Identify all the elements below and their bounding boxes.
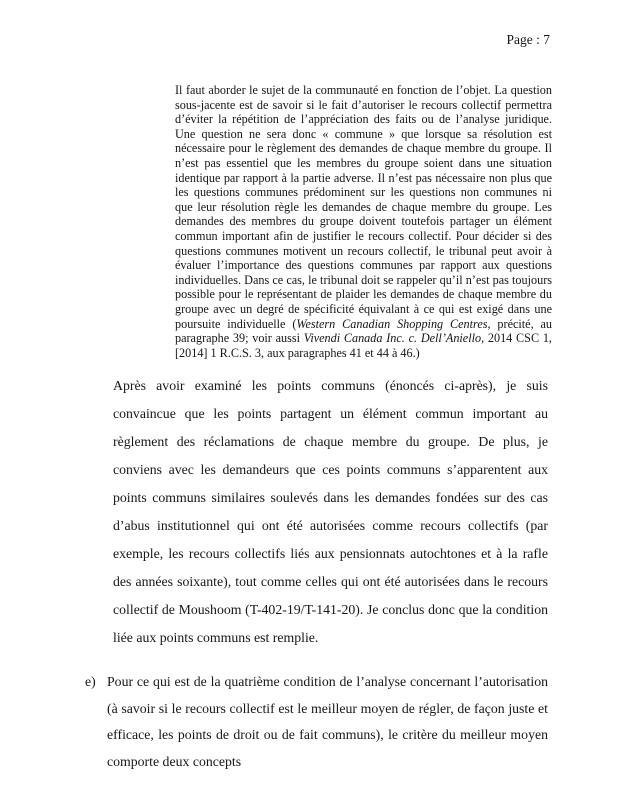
block-quote — [175, 83, 552, 360]
quote-text-part3: , 2014 CSC 1, [2014] 1 R.C.S. 3, aux paragraphes 41 et 44 à 46.) — [175, 331, 552, 360]
quote-text-part2: , précité, au paragraphe 39; voir aussi — [175, 316, 553, 346]
paragraph-commonality-conclusion: Après avoir examiné les points communs (énoncés ci-après), je suis convaincue que les points partagent un élément commun important au règlement des réclamations de chaque membre du groupe. De plus, je conviens avec les demandeurs que ces points communs s’apparentent aux points communs similaires soulevés dans les demandes fondées sur des cas d’abus institutionnel qui ont été autorisées comme recours collectifs (par exemple, les recours collectifs liés aux pensionnats autochtones et à la rafle des années soixante), tout comme celles qui ont été autorisées dans le recours collectif de Moushoom (T-402-19/T-141-20). Je conclus donc que la condition liée aux points communs est remplie. — [113, 378, 548, 646]
page-number-label: Page : 7 — [506, 32, 550, 47]
list-item-e — [85, 669, 548, 775]
list-item-e-marker: e) — [85, 674, 96, 690]
list-item-e-text: Pour ce qui est de la quatrième condition de l’analyse concernant l’autorisation (à savoir si le recours collectif est le meilleur moyen de régler, de façon juste et efficace, les points de droit ou de fait communs), le critère du meilleur moyen comporte deux concepts — [107, 674, 548, 769]
quote-text-part1: Il faut aborder le sujet de la communauté en fonction de l’objet. La question sous-jacente est de savoir si le fait d’autoriser le recours collectif permettra d’éviter la répétition de l’appréciation des faits ou de l’analyse juridique. Une question ne sera donc « commune » que lorsque sa résolution est nécessaire pour le règlement des demandes de chaque membre du groupe. Il n’est pas essentiel que les membres du groupe soient dans une situation identique par rapport à la partie adverse. Il n’est pas nécessaire non plus que les questions communes prédominent sur les questions non communes ni que leur résolution règle les demandes de chaque membre du groupe. Les demandes des membres du groupe doivent toutefois partager un élément commun important afin de justifier le recours collectif. Pour décider si des questions communes motivent un recours collectif, le tribunal peut avoir à évaluer l’importance des questions communes par rapport aux questions individuelles. Dans ce cas, le tribunal doit se rappeler qu’il n’est pas toujours possible pour le représentant de plaider les demandes de chaque membre du groupe avec un degré de spécificité équivalant à ce qui est exigé dans une poursuite individuelle ( — [175, 83, 552, 331]
case-citation-vivendi: Vivendi Canada Inc. c. Dell’Aniello — [303, 331, 482, 346]
case-citation-western-canadian: Western Canadian Shopping Centres — [296, 316, 488, 331]
page-number-header — [507, 32, 551, 48]
